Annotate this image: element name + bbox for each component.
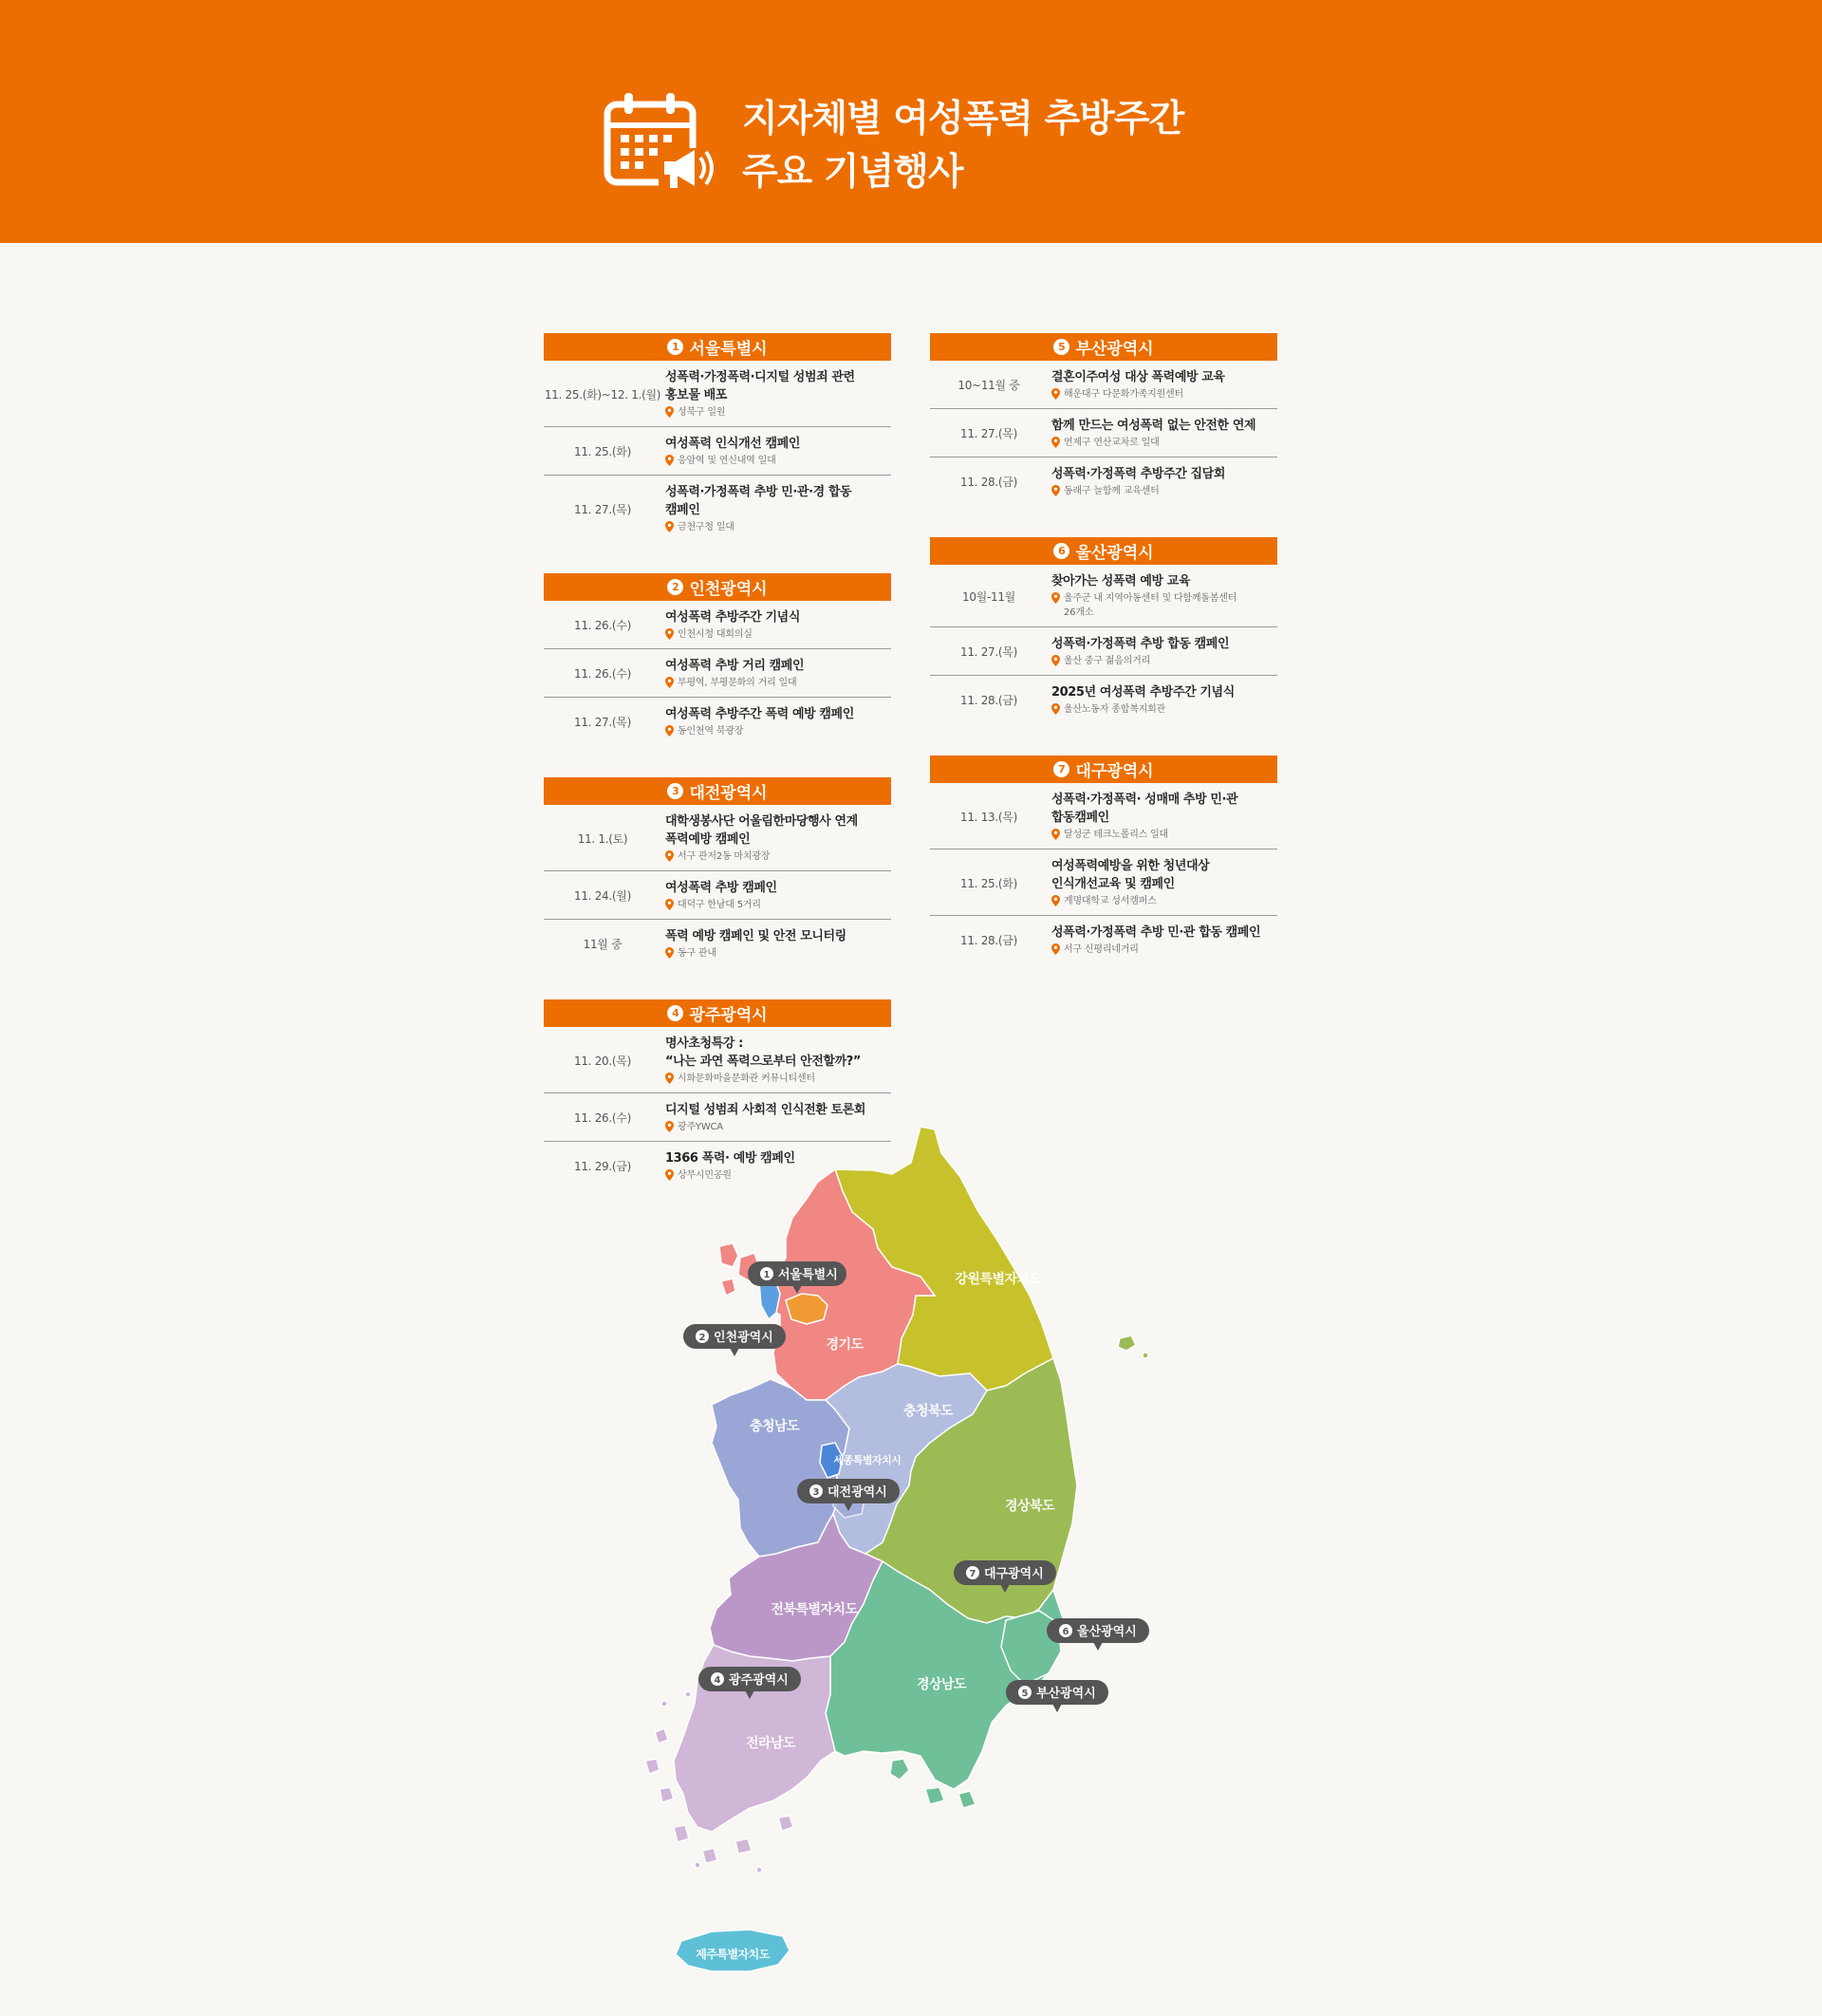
marker-number: 4 (714, 1675, 721, 1686)
region-number-badge: 5 (1053, 339, 1069, 355)
korea-map (607, 1125, 1158, 1979)
region-header (544, 333, 891, 361)
region-name: 울산광역시 (1075, 544, 1154, 563)
region-ulsan (930, 537, 1277, 723)
event-body (661, 657, 891, 690)
region-header (930, 756, 1277, 783)
marker-number: 3 (812, 1487, 820, 1498)
event-title: 결혼이주여성 대상 폭력예방 교육 (1051, 370, 1225, 384)
event-place (665, 405, 891, 420)
location-pin-icon (1051, 655, 1060, 666)
location-pin-icon (1051, 437, 1060, 448)
region-header (544, 573, 891, 601)
region-name: 대전광역시 (689, 784, 768, 803)
left-column (544, 333, 891, 1222)
event-date: 11. 28.(금) (960, 476, 1017, 489)
marker-number: 1 (763, 1270, 771, 1280)
map-label-chungnam: 충청남도 (749, 1419, 800, 1434)
region-header (544, 777, 891, 805)
map-label-chungbuk: 충청북도 (902, 1404, 954, 1419)
event-row (930, 409, 1277, 457)
event-date: 10월-11월 (962, 589, 1015, 604)
event-date: 11. 25.(화) (960, 876, 1017, 890)
event-title: 디지털 성범죄 사회적 인식전환 토론회 (665, 1103, 866, 1117)
event-row (544, 601, 891, 649)
event-place (1051, 894, 1277, 908)
event-place (1051, 436, 1277, 450)
event-title: 성폭력·가정폭력 추방 민·관 합동 캠페인 (1051, 925, 1261, 940)
event-place-text: 부평역, 부평문화의 거리 일대 (678, 678, 797, 688)
event-title: 여성폭력 추방 캠페인 (665, 881, 777, 895)
event-place-text: 동구 관내 (678, 948, 716, 959)
page-title (742, 93, 1183, 199)
header-banner (0, 0, 1822, 243)
event-place-text: 광주YWCA (678, 1122, 723, 1132)
marker-tail (730, 1348, 739, 1356)
event-date: 11. 29.(금) (574, 1160, 631, 1173)
location-pin-icon (1051, 895, 1060, 906)
marker-label: 부산광역시 (1036, 1687, 1096, 1701)
event-place (665, 520, 891, 534)
event-title: 성폭력·가정폭력 추방주간 집담회 (1051, 467, 1226, 481)
event-body (661, 368, 891, 420)
event-date: 11. 27.(목) (960, 427, 1017, 440)
event-body (1048, 857, 1277, 908)
marker-number: 2 (698, 1333, 706, 1343)
location-pin-icon (665, 947, 674, 959)
location-pin-icon (1051, 388, 1060, 400)
event-place (1051, 387, 1277, 401)
event-place-text: 서구 신평리네거리 (1064, 944, 1139, 955)
map-label-gyeonggi: 경기도 (826, 1337, 864, 1353)
event-body (1048, 572, 1277, 620)
event-body (661, 705, 891, 738)
map-label-gangwon: 강원특별자치도 (955, 1272, 1042, 1287)
map-label-jeonbuk: 전북특별자치도 (771, 1602, 858, 1617)
event-place (1051, 702, 1277, 717)
event-body (1048, 417, 1277, 450)
region-incheon (544, 573, 891, 745)
location-pin-icon (665, 521, 674, 532)
region-number-badge: 4 (667, 1005, 683, 1021)
event-row (930, 565, 1277, 627)
event-title: 1366 폭력· 예방 캠페인 (665, 1151, 795, 1166)
map-label-sejong: 세종특별자치시 (833, 1454, 902, 1466)
region-number-badge: 6 (1053, 543, 1069, 559)
marker-label: 대구광역시 (984, 1567, 1044, 1581)
event-title: 성폭력·가정폭력·디지털 성범죄 관련 홍보물 배포 (665, 370, 855, 402)
event-date: 11. 13.(목) (960, 810, 1017, 824)
marker-tail (1052, 1704, 1062, 1712)
region-name: 인천광역시 (689, 580, 768, 599)
event-body (1048, 924, 1277, 957)
marker-number: 7 (969, 1569, 976, 1579)
event-date: 11. 27.(목) (960, 645, 1017, 659)
event-title: 명사초청특강 : “나는 과연 폭력으로부터 안전할까?” (665, 1036, 862, 1069)
map-marker-ulsan[interactable] (1047, 1618, 1149, 1651)
location-pin-icon (665, 725, 674, 737)
event-place (665, 676, 891, 690)
event-body (1048, 368, 1277, 401)
region-number-badge: 7 (1053, 761, 1069, 777)
location-pin-icon (665, 1073, 674, 1084)
event-body (661, 1035, 891, 1086)
event-place (1051, 828, 1277, 842)
event-date: 11. 26.(수) (574, 667, 631, 681)
event-place-text: 성북구 일원 (678, 407, 726, 418)
region-number-badge: 3 (667, 783, 683, 799)
event-title: 함께 만드는 여성폭력 없는 안전한 연제 (1051, 419, 1256, 433)
region-header (544, 999, 891, 1027)
region-header (930, 333, 1277, 361)
region-daejeon (544, 777, 891, 967)
event-body (1048, 635, 1277, 668)
event-row (930, 783, 1277, 849)
event-date: 11. 24.(월) (574, 889, 631, 903)
location-pin-icon (665, 677, 674, 688)
map-label-gyeongnam: 경상남도 (916, 1677, 967, 1692)
event-date: 11. 26.(수) (574, 619, 631, 632)
event-body (1048, 683, 1277, 717)
event-date: 11. 27.(목) (574, 716, 631, 729)
location-pin-icon (665, 899, 674, 910)
marker-label: 서울특별시 (778, 1268, 838, 1282)
event-row (544, 1027, 891, 1093)
event-row (544, 427, 891, 476)
event-title: 찾아가는 성폭력 예방 교육 (1051, 574, 1191, 588)
location-pin-icon (1051, 592, 1060, 604)
korea-map-svg (607, 1125, 1158, 1979)
title-line-1: 지자체별 여성폭력 추방주간 (742, 98, 1184, 140)
event-place-text: 달성군 테크노폴리스 일대 (1064, 830, 1169, 840)
event-place (665, 849, 891, 864)
region-busan (930, 333, 1277, 505)
event-body (1048, 465, 1277, 498)
event-date: 11. 25.(화)~12. 1.(월) (544, 387, 661, 401)
event-title: 폭력 예방 캠페인 및 안전 모니터링 (665, 929, 846, 943)
region-number-badge: 2 (667, 579, 683, 595)
marker-tail (1093, 1642, 1103, 1651)
event-title: 여성폭력 인식개선 캠페인 (665, 437, 800, 451)
marker-number: 5 (1021, 1689, 1029, 1699)
event-place-text: 응암역 및 연신내역 일대 (678, 456, 776, 466)
event-row (930, 457, 1277, 505)
event-place-text: 동인천역 북광장 (678, 726, 744, 737)
event-place (1051, 943, 1277, 957)
event-place (665, 724, 891, 738)
event-place (665, 898, 891, 912)
right-column (930, 333, 1277, 996)
event-row (930, 361, 1277, 409)
location-pin-icon (665, 850, 674, 862)
event-place-text: 상무시민공원 (678, 1170, 732, 1181)
event-place-text: 울산 중구 젊음의거리 (1064, 656, 1151, 666)
event-row (930, 916, 1277, 963)
event-place-text: 금천구청 일대 (678, 522, 734, 532)
event-body (661, 608, 891, 642)
event-title: 여성폭력 추방 거리 캠페인 (665, 659, 805, 673)
event-body (661, 927, 891, 961)
event-body (661, 812, 891, 864)
event-row (930, 676, 1277, 723)
event-place (665, 946, 891, 961)
event-place-text: 서구 관저2동 마치광장 (678, 851, 771, 862)
marker-label: 대전광역시 (827, 1485, 887, 1500)
event-place (665, 627, 891, 642)
map-seoul (786, 1294, 827, 1324)
region-name: 광주광역시 (689, 1006, 768, 1025)
location-pin-icon (1051, 703, 1060, 715)
event-body (661, 483, 891, 534)
event-body (1048, 791, 1277, 842)
location-pin-icon (1051, 485, 1060, 496)
event-row (930, 627, 1277, 676)
event-date: 10~11월 중 (957, 379, 1020, 392)
marker-label: 울산광역시 (1077, 1625, 1137, 1639)
event-row (544, 805, 891, 871)
event-title: 여성폭력 추방주간 기념식 (665, 610, 800, 625)
event-row (544, 361, 891, 427)
map-marker-busan[interactable] (1006, 1680, 1108, 1712)
event-place (1051, 484, 1277, 498)
event-title: 성폭력·가정폭력· 성매매 추방 민·관 합동캠페인 (1051, 793, 1238, 825)
region-daegu (930, 756, 1277, 963)
map-marker-incheon[interactable] (683, 1324, 786, 1356)
event-row (544, 698, 891, 745)
map-label-jeju: 제주특별자치도 (696, 1948, 770, 1961)
event-place-text: 대덕구 한남대 5거리 (678, 900, 761, 910)
event-place (1051, 654, 1277, 668)
region-number-badge: 1 (667, 339, 683, 355)
marker-number: 6 (1062, 1627, 1069, 1637)
event-body (661, 435, 891, 468)
location-pin-icon (1051, 943, 1060, 955)
title-line-2: 주요 기념행사 (742, 151, 963, 194)
region-seoul (544, 333, 891, 541)
event-title: 여성폭력 추방주간 폭력 예방 캠페인 (665, 707, 854, 721)
event-title: 대학생봉사단 어울림한마당행사 연계 폭력예방 캠페인 (665, 814, 858, 847)
event-title: 성폭력·가정폭력 추방 합동 캠페인 (1051, 637, 1230, 651)
event-place-text: 연제구 연산교차로 일대 (1064, 438, 1160, 448)
marker-label: 인천광역시 (714, 1331, 773, 1345)
calendar-megaphone-icon (604, 91, 719, 196)
event-place-text: 인천시청 대회의실 (678, 629, 753, 640)
event-date: 11. 28.(금) (960, 694, 1017, 707)
event-date: 11. 27.(목) (574, 502, 631, 516)
region-name: 대구광역시 (1075, 762, 1154, 781)
event-place (665, 1072, 891, 1086)
event-place (1051, 591, 1277, 620)
event-date: 11. 1.(토) (577, 831, 628, 846)
event-place-text: 동래구 늘함께 교육센터 (1064, 486, 1160, 496)
event-row (544, 871, 891, 920)
marker-label: 광주광역시 (729, 1673, 789, 1688)
event-date: 11. 26.(수) (574, 1111, 631, 1125)
event-place-text: 울산노동자 종합복지회관 (1064, 704, 1166, 715)
event-row (544, 920, 891, 967)
region-name: 부산광역시 (1075, 340, 1154, 359)
event-date: 11. 25.(화) (574, 445, 631, 458)
event-row (930, 849, 1277, 916)
event-title: 여성폭력예방을 위한 청년대상 인식개선교육 및 캠페인 (1051, 859, 1210, 891)
event-date: 11. 28.(금) (960, 934, 1017, 947)
event-body (661, 879, 891, 912)
event-place-text: 해운대구 다문화가족지원센터 (1064, 389, 1183, 400)
event-place (665, 454, 891, 468)
region-name: 서울특별시 (689, 340, 768, 359)
location-pin-icon (665, 628, 674, 640)
event-date: 11. 20.(목) (574, 1054, 631, 1068)
region-header (930, 537, 1277, 565)
event-place-text: 계명대학교 성서캠퍼스 (1064, 896, 1157, 906)
map-label-jeonnam: 전라남도 (745, 1736, 796, 1751)
event-title: 2025년 여성폭력 추방주간 기념식 (1051, 685, 1235, 700)
event-row (544, 476, 891, 541)
event-row (544, 649, 891, 698)
location-pin-icon (665, 455, 674, 466)
event-date: 11월 중 (583, 938, 623, 951)
event-place-text: 시화문화마을문화관 커뮤니티센터 (678, 1073, 815, 1084)
location-pin-icon (665, 406, 674, 418)
event-place-text: 울주군 내 지역아동센터 및 다함께돌봄센터 26개소 (1064, 593, 1237, 618)
map-label-gyeongbuk: 경상북도 (1004, 1499, 1055, 1514)
event-title: 성폭력·가정폭력 추방 민·관·경 합동 캠페인 (665, 485, 852, 517)
location-pin-icon (1051, 829, 1060, 840)
